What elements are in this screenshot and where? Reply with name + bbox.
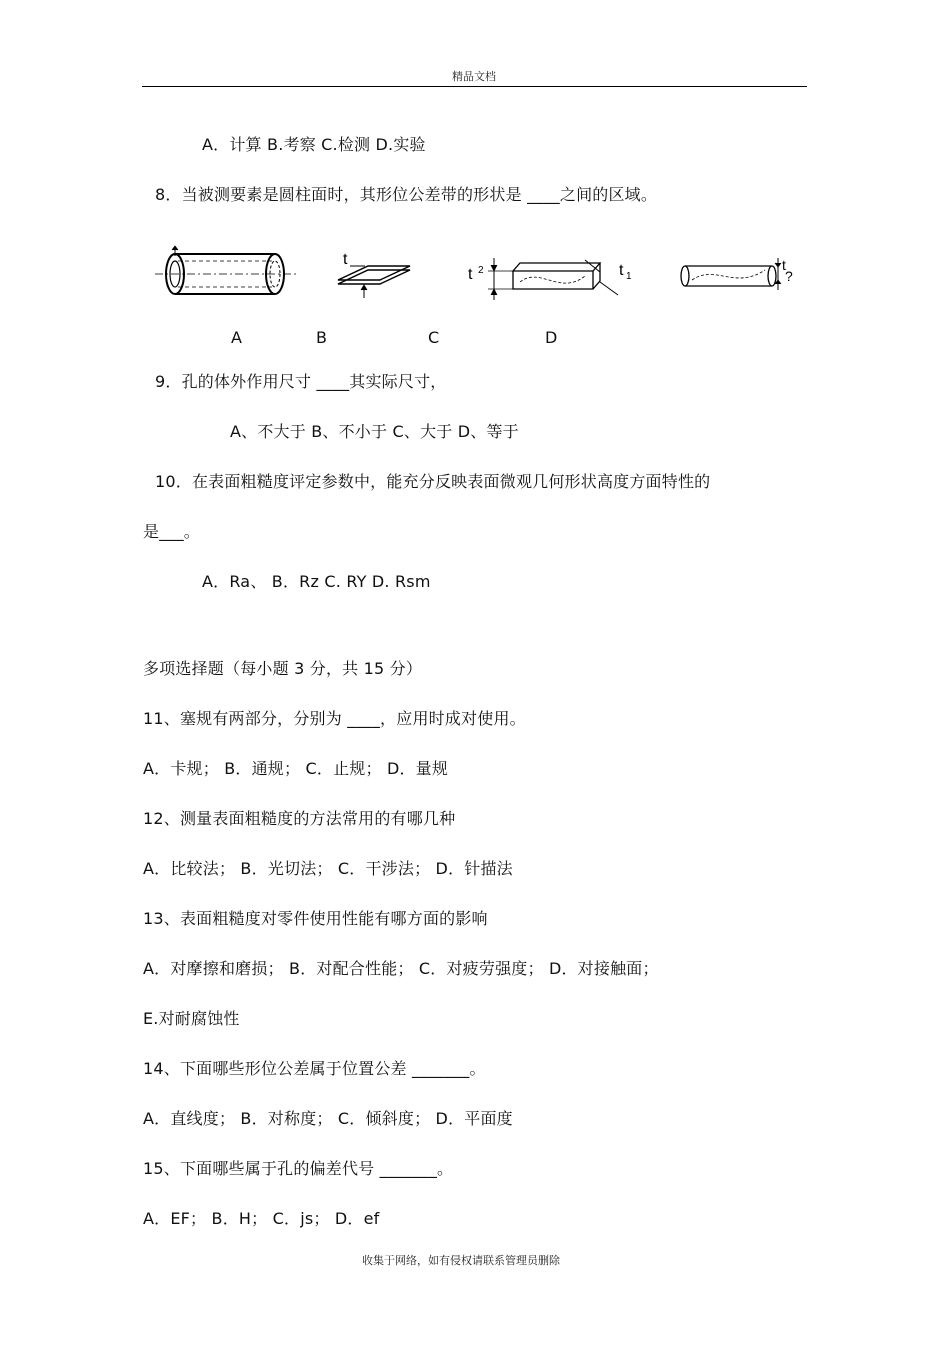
figure-d-q-label: ? bbox=[785, 268, 793, 284]
figure-d-t-label: t bbox=[782, 257, 786, 273]
figure-c-bar bbox=[488, 258, 618, 300]
q11-question: 11、塞规有两部分，分别为 ____，应用时成对使用。 bbox=[143, 709, 526, 728]
figure-b-planes bbox=[338, 266, 410, 298]
figure-c-t-label: t bbox=[468, 266, 473, 283]
section-title: 多项选择题（每小题 3 分，共 15 分） bbox=[143, 659, 423, 678]
figure-c-sup-label: 2 bbox=[478, 265, 484, 276]
q14-options: A．直线度； B．对称度； C．倾斜度； D．平面度 bbox=[143, 1109, 513, 1128]
q9-options: A、不大于 B、不小于 C、大于 D、等于 bbox=[230, 422, 519, 441]
figure-label-c: C bbox=[428, 328, 440, 347]
figure-d-shaft bbox=[681, 258, 781, 290]
q7-options: A．计算 B.考察 C.检测 D.实验 bbox=[202, 135, 426, 154]
q12-options: A．比较法； B．光切法； C．干涉法； D．针描法 bbox=[143, 859, 513, 878]
header-rule bbox=[142, 86, 807, 87]
figure-c-sub-label: 1 bbox=[626, 271, 632, 282]
q10-question-line1: 10．在表面粗糙度评定参数中，能充分反映表面微观几何形状高度方面特性的 bbox=[155, 472, 711, 491]
q15-options: A．EF； B．H； C．js； D．ef bbox=[143, 1209, 380, 1228]
figure-c-t1-label: t bbox=[619, 262, 624, 279]
q14-question: 14、下面哪些形位公差属于位置公差 _______。 bbox=[143, 1059, 486, 1078]
q10-options: A．Ra、 B．Rz C. RY D. Rsm bbox=[202, 572, 431, 591]
q13-options-line1: A．对摩擦和磨损； B．对配合性能； C．对疲劳强度； D．对接触面； bbox=[143, 959, 659, 978]
q12-question: 12、测量表面粗糙度的方法常用的有哪几种 bbox=[143, 809, 456, 828]
q10-question-line2: 是___。 bbox=[143, 522, 201, 541]
page-header-title: 精品文档 bbox=[452, 70, 496, 83]
figure-label-a: A bbox=[231, 328, 242, 347]
q15-question: 15、下面哪些属于孔的偏差代号 _______。 bbox=[143, 1159, 454, 1178]
q11-options: A．卡规； B．通规； C．止规； D．量规 bbox=[143, 759, 449, 778]
figure-label-d: D bbox=[545, 328, 558, 347]
q13-question: 13、表面粗糙度对零件使用性能有哪方面的影响 bbox=[143, 909, 488, 928]
figure-b-t-label: t bbox=[343, 251, 348, 268]
q8-figure bbox=[0, 238, 950, 318]
q13-options-line2: E.对耐腐蚀性 bbox=[143, 1009, 240, 1028]
q8-question: 8．当被测要素是圆柱面时，其形位公差带的形状是 ____之间的区域。 bbox=[155, 185, 658, 204]
figure-a-cylinder bbox=[155, 246, 296, 294]
q9-question: 9．孔的体外作用尺寸 ____其实际尺寸， bbox=[155, 372, 447, 391]
page-footer-text: 收集于网络，如有侵权请联系管理员删除 bbox=[362, 1254, 560, 1267]
figure-label-b: B bbox=[316, 328, 327, 347]
